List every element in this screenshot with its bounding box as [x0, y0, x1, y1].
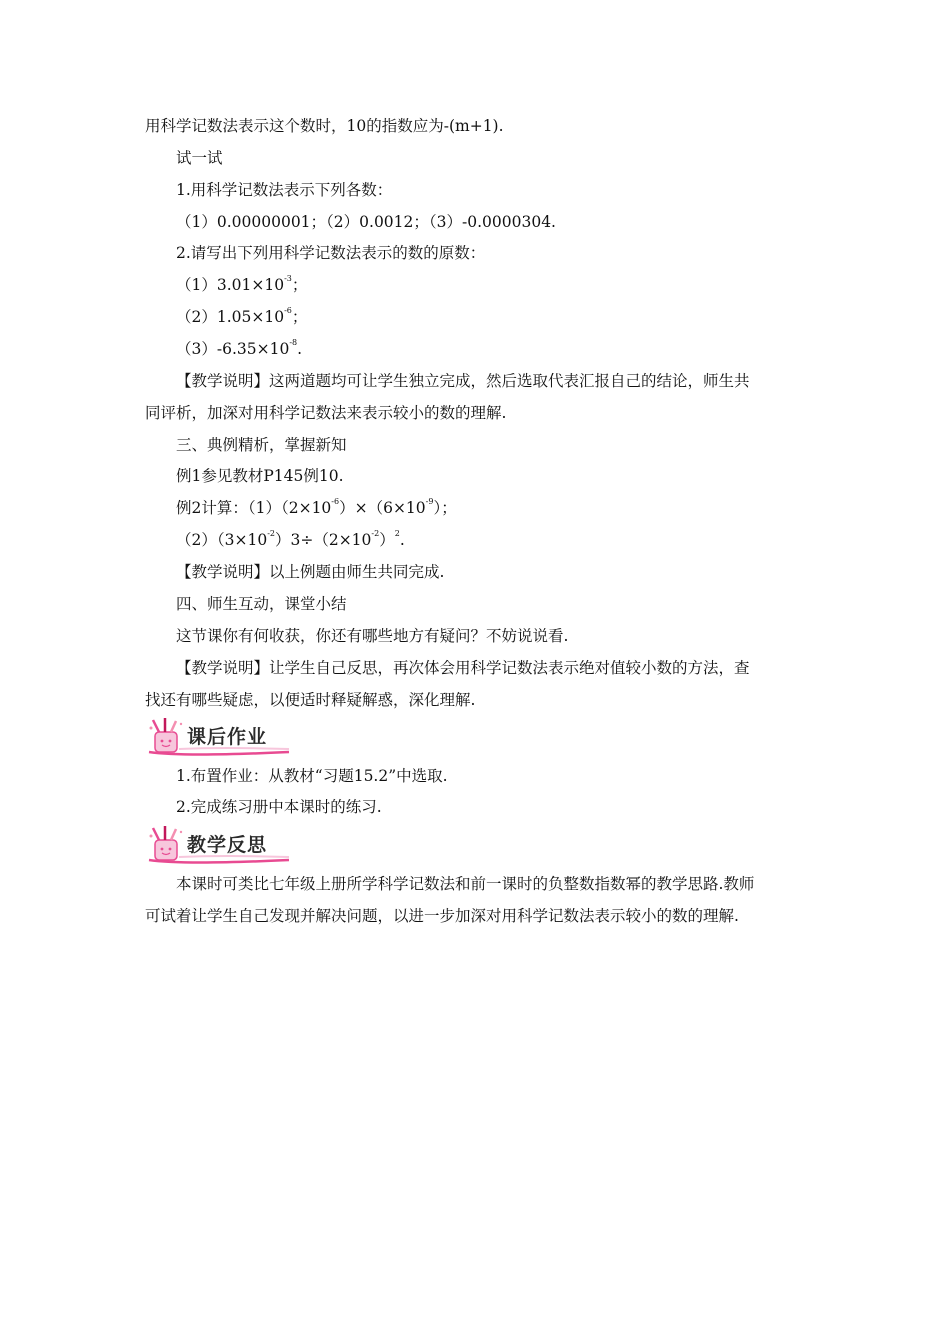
expr-exponent: 2 — [394, 529, 400, 538]
homework-item-2: 2.完成练习册中本课时的练习. — [176, 798, 382, 816]
expr-exponent: -6 — [331, 497, 340, 506]
homework-banner — [143, 716, 293, 760]
expr-part: . — [399, 531, 405, 549]
exercise-2-item-1 — [176, 275, 307, 295]
teaching-note-2: 【教学说明】以上例题由师生共同完成. — [176, 563, 445, 581]
homework-item-1: 1.布置作业：从教材“习题15.2”中选取. — [176, 767, 448, 785]
expr-base: （2）1.05×10 — [176, 308, 285, 326]
expr-punct: ； — [291, 276, 308, 294]
expr-part: ）； — [433, 499, 457, 517]
reflection-banner-title: 教学反思 — [187, 834, 268, 856]
section-heading-try: 试一试 — [176, 149, 223, 167]
expr-base: （3）-6.35×10 — [176, 340, 290, 358]
teaching-note-1: 【教学说明】这两道题均可让学生独立完成，然后选取代表汇报自己的结论，师生共 — [176, 372, 750, 390]
expr-part: ）×（6×10 — [339, 499, 426, 517]
exercise-2: 2.请写出下列用科学记数法表示的数的原数： — [176, 244, 486, 262]
exercise-2-item-3 — [176, 339, 302, 359]
text-line: 用科学记数法表示这个数时，10的指数应为-(m+1). — [145, 117, 504, 135]
expr-exponent: -2 — [371, 529, 380, 538]
expr-part: 例2计算：（1）（2×10 — [176, 499, 332, 517]
reflection-banner — [143, 824, 293, 868]
homework-banner-title: 课后作业 — [187, 726, 268, 748]
section-heading-3: 三、典例精析，掌握新知 — [176, 436, 347, 454]
expr-punct: . — [297, 340, 303, 358]
expr-base: （1）3.01×10 — [176, 276, 285, 294]
example-2-part-2 — [176, 530, 405, 550]
expr-exponent: -2 — [267, 529, 275, 538]
expr-punct: ； — [291, 308, 308, 326]
example-1: 例1参见教材P145例10. — [176, 467, 344, 485]
exercise-1: 1.用科学记数法表示下列各数： — [176, 181, 393, 199]
reflection-text-cont: 可试着让学生自己发现并解决问题，以进一步加深对用科学记数法表示较小的数的理解. — [145, 907, 739, 925]
expr-exponent: -8 — [289, 338, 298, 347]
expr-part: ）3÷（2×10 — [274, 531, 372, 549]
teaching-note-3-cont: 找还有哪些疑虑，以便适时释疑解惑，深化理解. — [145, 691, 476, 709]
exercise-2-item-2 — [176, 307, 307, 327]
summary-question: 这节课你有何收获，你还有哪些地方有疑问？不妨说说看. — [176, 627, 569, 645]
exercise-1-items: （1）0.00000001；（2）0.0012；（3）-0.0000304. — [176, 213, 556, 231]
section-heading-4: 四、师生互动，课堂小结 — [176, 595, 347, 613]
expr-exponent: -9 — [425, 497, 434, 506]
expr-part: （2）（3×10 — [176, 531, 268, 549]
teaching-note-1-cont: 同评析，加深对用科学记数法来表示较小的数的理解. — [145, 404, 507, 422]
teaching-note-3: 【教学说明】让学生自己反思，再次体会用科学记数法表示绝对值较小数的方法，查 — [176, 659, 750, 677]
example-2 — [176, 498, 457, 518]
expr-exponent: -3 — [284, 274, 292, 283]
expr-exponent: -6 — [284, 306, 292, 315]
reflection-text: 本课时可类比七年级上册所学科学记数法和前一课时的负整数指数幂的教学思路.教师 — [176, 875, 755, 893]
expr-part: ） — [379, 531, 395, 549]
